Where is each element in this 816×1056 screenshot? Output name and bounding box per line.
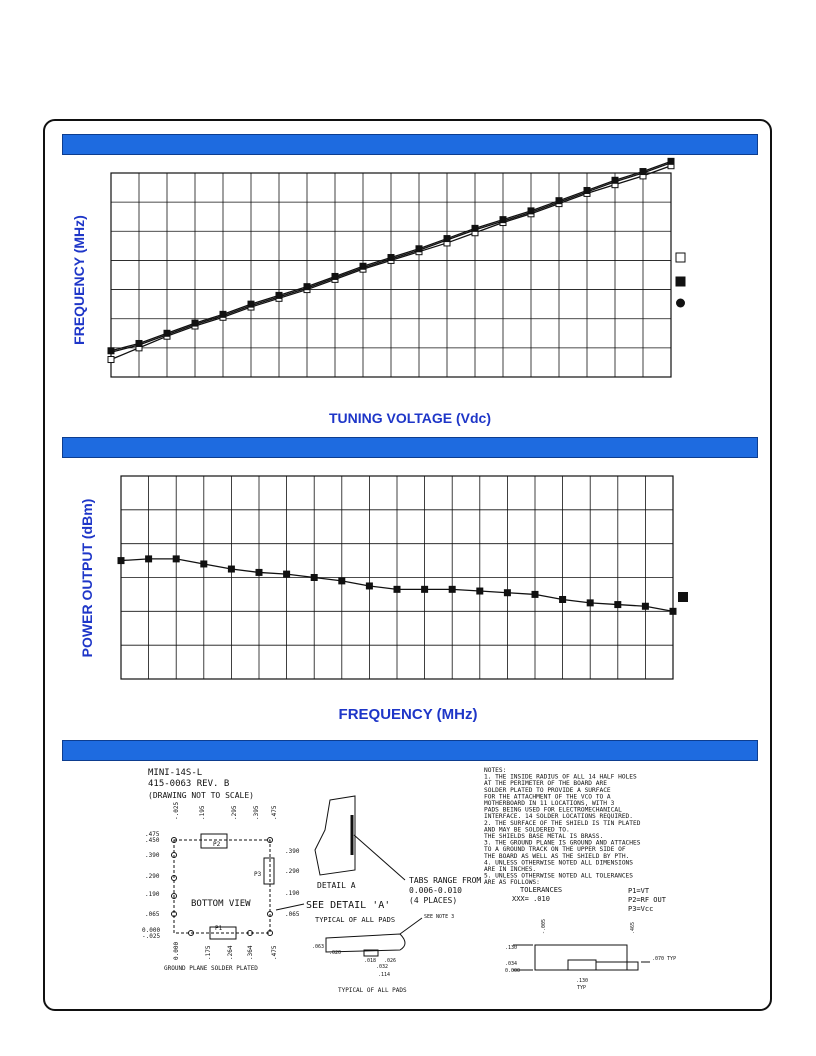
data-point-series-b [472, 225, 478, 231]
note-line: ARE AS FOLLOWS: [484, 879, 540, 887]
leader-line [400, 918, 422, 934]
side-view-body [535, 945, 627, 970]
legend-marker-filled-square [678, 592, 688, 602]
data-point-series-b [276, 292, 282, 298]
data-point-series-a [642, 603, 648, 609]
dim-label: .114 [378, 972, 391, 978]
tolerances-label: TOLERANCES [520, 886, 563, 894]
detail-a-outline [315, 796, 355, 875]
note-line: TO A GROUND TRACK ON THE UPPER SIDE OF [484, 846, 626, 854]
data-point-series-a [173, 556, 179, 562]
data-point-series-b [192, 320, 198, 326]
note-line: 3. THE GROUND PLANE IS GROUND AND ATTACHES [484, 839, 641, 847]
data-point-series-a [560, 596, 566, 602]
detail-a-label: DETAIL A [317, 881, 356, 890]
data-point-series-b [360, 263, 366, 269]
chart1-x-axis-label: TUNING VOLTAGE (Vdc) [328, 410, 492, 426]
data-point-series-a [108, 357, 114, 363]
see-note-label: SEE NOTE 3 [424, 914, 455, 920]
data-point-series-a [504, 590, 510, 596]
note-line: THE SHIELDS BASE METAL IS BRASS. [484, 833, 604, 840]
dim-label: .290 [285, 868, 300, 875]
legend-marker-filled-circle [676, 299, 685, 308]
note-line: 5. UNLESS OTHERWISE NOTED ALL TOLERANCES [484, 872, 634, 880]
note-line: AT THE PERIMETER OF THE BOARD ARE [484, 780, 607, 788]
legend-marker-open-square [676, 253, 685, 262]
chart1-legend [676, 253, 685, 308]
data-point-series-a [284, 571, 290, 577]
chart2-y-axis-label: POWER OUTPUT (dBm) [79, 498, 95, 658]
top-dimensions [173, 802, 278, 820]
data-point-series-b [388, 255, 394, 261]
note-line: PADS BEING USED FOR ELECTROMECHANICAL [484, 806, 622, 814]
dim-label: .026 [384, 958, 397, 964]
pin-map-p3: P3=Vcc [628, 905, 654, 913]
dim-label: -.025 [173, 801, 180, 820]
bottom-view-label: BOTTOM VIEW [191, 899, 251, 909]
dim-label: .018 [364, 958, 377, 964]
model-name: MINI-14S-L [148, 768, 203, 778]
left-dimensions [142, 831, 160, 940]
data-point-series-a [228, 566, 234, 572]
dim-label: .070 TYP [652, 956, 677, 962]
data-point-series-a [146, 556, 152, 562]
dim-label: .290 [145, 873, 160, 880]
dim-label: .475 [271, 805, 278, 820]
leader-line [354, 835, 405, 880]
scale-note: (DRAWING NOT TO SCALE) [148, 791, 254, 800]
data-point-series-b [136, 340, 142, 346]
side-view-tab [596, 962, 638, 970]
tabs-places: (4 PLACES) [409, 896, 458, 905]
data-point-series-b [556, 198, 562, 204]
dim-label: .295 [231, 805, 238, 820]
dim-label: .264 [227, 945, 234, 960]
data-point-series-b [248, 301, 254, 307]
typical-pads-top: TYPICAL OF ALL PADS [315, 916, 396, 924]
note-line: INTERFACE. 14 SOLDER LOCATIONS REQUIRED. [484, 813, 634, 821]
see-detail-label: SEE DETAIL 'A' [306, 900, 391, 911]
note-line: THE BOARD AS WELL AS THE SHIELD BY PTH. [484, 852, 630, 860]
dim-label: .063 [312, 944, 325, 950]
tolerance-value: XXX= .010 [512, 895, 550, 903]
dim-label: .475 [271, 945, 278, 960]
dim-label: .065 [145, 911, 160, 918]
data-point-series-a [366, 583, 372, 589]
data-point-series-a [587, 600, 593, 606]
ground-plane-note: GROUND PLANE SOLDER PLATED [164, 965, 258, 972]
data-point-series-b [164, 330, 170, 336]
tabs-range-label: TABS RANGE FROM [409, 876, 482, 885]
data-point-series-a [449, 586, 455, 592]
notes-block [484, 767, 641, 886]
dim-label: .032 [376, 964, 389, 970]
dim-label: 0.000 [142, 927, 161, 934]
pad-label-p3: P3 [254, 871, 262, 878]
pad-label-p2: P2 [213, 841, 221, 848]
note-line: 4. UNLESS OTHERWISE NOTED ALL DIMENSIONS [484, 859, 634, 867]
pad-label-p1: P1 [215, 925, 223, 932]
legend-marker-filled-square [676, 277, 685, 286]
chart2-x-axis-label: FREQUENCY (MHz) [338, 706, 478, 723]
dim-label: .364 [247, 945, 254, 960]
note-line: 1. THE INSIDE RADIUS OF ALL 14 HALF HOLES [484, 773, 637, 781]
data-point-series-a [615, 602, 621, 608]
typical-pads-bottom: TYPICAL OF ALL PADS [338, 987, 407, 994]
dim-label: .130 [576, 978, 589, 984]
dim-label: -.025 [142, 933, 161, 940]
data-point-series-a [422, 586, 428, 592]
dim-label: .130 [505, 945, 518, 951]
dim-label: .190 [285, 890, 300, 897]
dim-label: .390 [145, 852, 160, 859]
dim-label: .190 [145, 891, 160, 898]
data-point-series-b [332, 273, 338, 279]
data-point-series-b [444, 236, 450, 242]
data-point-series-a [394, 586, 400, 592]
dim-label: .065 [285, 911, 300, 918]
data-point-series-b [612, 177, 618, 183]
data-point-series-a [670, 608, 676, 614]
dim-label: .390 [285, 848, 300, 855]
dim-label: TYP [577, 985, 587, 991]
chart-frequency-vs-tuning [71, 158, 685, 426]
part-number: 415-0063 REV. B [148, 779, 230, 789]
chart1-grid [111, 173, 671, 377]
data-point-series-a [339, 578, 345, 584]
note-line: SOLDER PLATED TO PROVIDE A SURFACE [484, 786, 611, 794]
bottom-view-outline [174, 840, 270, 933]
dim-label: -.005 [541, 918, 547, 934]
dim-label: 0.000 [505, 968, 521, 974]
data-point-series-b [640, 169, 646, 175]
leader-line [276, 904, 304, 910]
dim-label: .450 [145, 837, 160, 844]
pin-map-p1: P1=VT [628, 887, 650, 895]
dim-label: .034 [505, 961, 518, 967]
chart2-grid [121, 476, 673, 679]
mechanical-drawing [142, 767, 676, 994]
tabs-range-value: 0.006-0.010 [409, 886, 462, 895]
dim-label: .195 [199, 805, 206, 820]
data-point-series-b [220, 311, 226, 317]
data-point-series-a [532, 591, 538, 597]
note-line: FOR THE ATTACHMENT OF THE VCO TO A [484, 793, 611, 801]
side-view-pad [568, 960, 596, 970]
data-point-series-b [584, 187, 590, 193]
dim-label: .465 [630, 921, 636, 934]
pad-p3 [264, 858, 274, 884]
data-point-series-a [256, 569, 262, 575]
data-point-series-a [477, 588, 483, 594]
bottom-dimensions [173, 942, 278, 960]
dim-label: .020 [329, 950, 342, 956]
dim-label: .175 [205, 945, 212, 960]
note-line: AND MAY BE SOLDERED TO. [484, 826, 570, 834]
note-line: 2. THE SURFACE OF THE SHIELD IS TIN PLATED [484, 819, 641, 827]
data-point-series-a [201, 561, 207, 567]
note-line: ARE IN INCHES. [484, 866, 537, 873]
data-point-series-b [304, 284, 310, 290]
data-point-series-b [500, 217, 506, 223]
dim-label: 0.000 [173, 941, 180, 960]
data-point-series-a [118, 558, 124, 564]
chart-power-vs-frequency [79, 476, 688, 723]
data-point-series-b [416, 246, 422, 252]
note-line: NOTES: [484, 767, 507, 774]
data-point-series-a [311, 575, 317, 581]
data-point-series-b [528, 208, 534, 214]
dim-label: .395 [253, 805, 260, 820]
pin-map-p2: P2=RF OUT [628, 896, 666, 904]
chart1-y-axis-label: FREQUENCY (MHz) [71, 215, 87, 345]
data-point-series-b [668, 158, 674, 164]
note-line: MOTHERBOARD IN 11 LOCATIONS, WITH 3 [484, 800, 615, 807]
data-point-series-b [108, 348, 114, 354]
dim-label: .475 [145, 831, 160, 838]
